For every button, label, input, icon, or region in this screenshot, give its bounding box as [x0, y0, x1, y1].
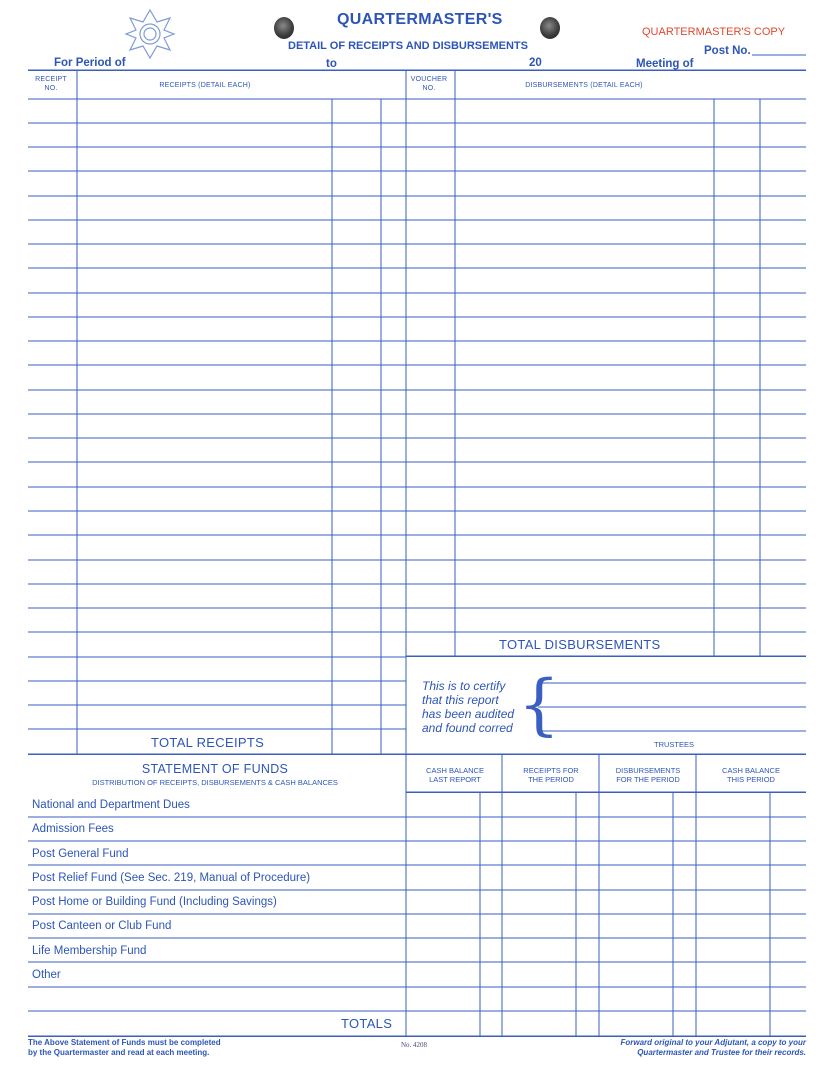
fund-admission-fees: Admission Fees: [32, 823, 114, 835]
form-subtitle: DETAIL OF RECEIPTS AND DISBURSEMENTS: [288, 40, 528, 52]
fund-other: Other: [32, 969, 61, 981]
cert-line: that this report: [422, 693, 499, 707]
col-cash-balance-this: CASH BALANCE THIS PERIOD: [722, 766, 780, 784]
fund-post-relief: Post Relief Fund (See Sec. 219, Manual of Procedure): [32, 872, 311, 884]
footer-right-line: Forward original to your Adjutant, a copy to your: [620, 1038, 806, 1047]
disbursements-detail-header: DISBURSEMENTS (DETAIL EACH): [525, 82, 643, 89]
col-cash-balance-last: CASH BALANCE LAST REPORT: [426, 766, 484, 784]
period-label: For Period of: [54, 57, 126, 69]
cert-line: has been audited: [422, 707, 515, 721]
receipts-detail-header: RECEIPTS (DETAIL EACH): [159, 82, 251, 89]
footer-right: [600, 1038, 806, 1058]
voucher-no-header: VOUCHER NO.: [410, 76, 448, 92]
post-no-label: Post No.: [704, 45, 751, 57]
fund-life-membership: Life Membership Fund: [32, 945, 147, 957]
trustees-label: TRUSTEES: [654, 740, 695, 749]
meeting-label: Meeting of: [636, 58, 694, 70]
certification-brace: {: [518, 666, 560, 743]
statement-subtitle: DISTRIBUTION OF RECEIPTS, DISBURSEMENTS & CASH BALANCES: [92, 778, 338, 787]
receipt-no-header: RECEIPT NO.: [35, 76, 67, 92]
total-receipts-label: TOTAL RECEIPTS: [151, 735, 265, 750]
year-label: 20: [529, 57, 542, 69]
col-disbursements-period: DISBURSEMENTS FOR THE PERIOD: [615, 766, 681, 784]
certification-text: [422, 679, 514, 735]
totals-label: TOTALS: [341, 1016, 393, 1031]
cert-line: and found corred: [422, 721, 513, 735]
footer-left-line: by the Quartermaster and read at each meeting.: [28, 1048, 210, 1057]
form-title: QUARTERMASTER'S: [337, 11, 503, 28]
footer-left-line: The Above Statement of Funds must be completed: [28, 1038, 221, 1047]
copy-label: QUARTERMASTER'S COPY: [642, 26, 786, 38]
fund-post-home: Post Home or Building Fund (Including Savings): [32, 896, 277, 908]
fund-post-general: Post General Fund: [32, 848, 129, 860]
total-disbursements-label: TOTAL DISBURSEMENTS: [499, 637, 661, 652]
fund-national-dues: National and Department Dues: [32, 799, 190, 811]
to-label: to: [326, 58, 337, 70]
col-receipts-period: RECEIPTS FOR THE PERIOD: [523, 766, 579, 784]
footer-right-line: Quartermaster and Trustee for their records.: [637, 1048, 806, 1057]
footer-left: [28, 1038, 221, 1058]
form-number: No. 4208: [401, 1041, 428, 1049]
statement-title: STATEMENT OF FUNDS: [141, 762, 289, 776]
cert-line: This is to certify: [422, 679, 506, 693]
fund-post-canteen: Post Canteen or Club Fund: [32, 920, 172, 932]
